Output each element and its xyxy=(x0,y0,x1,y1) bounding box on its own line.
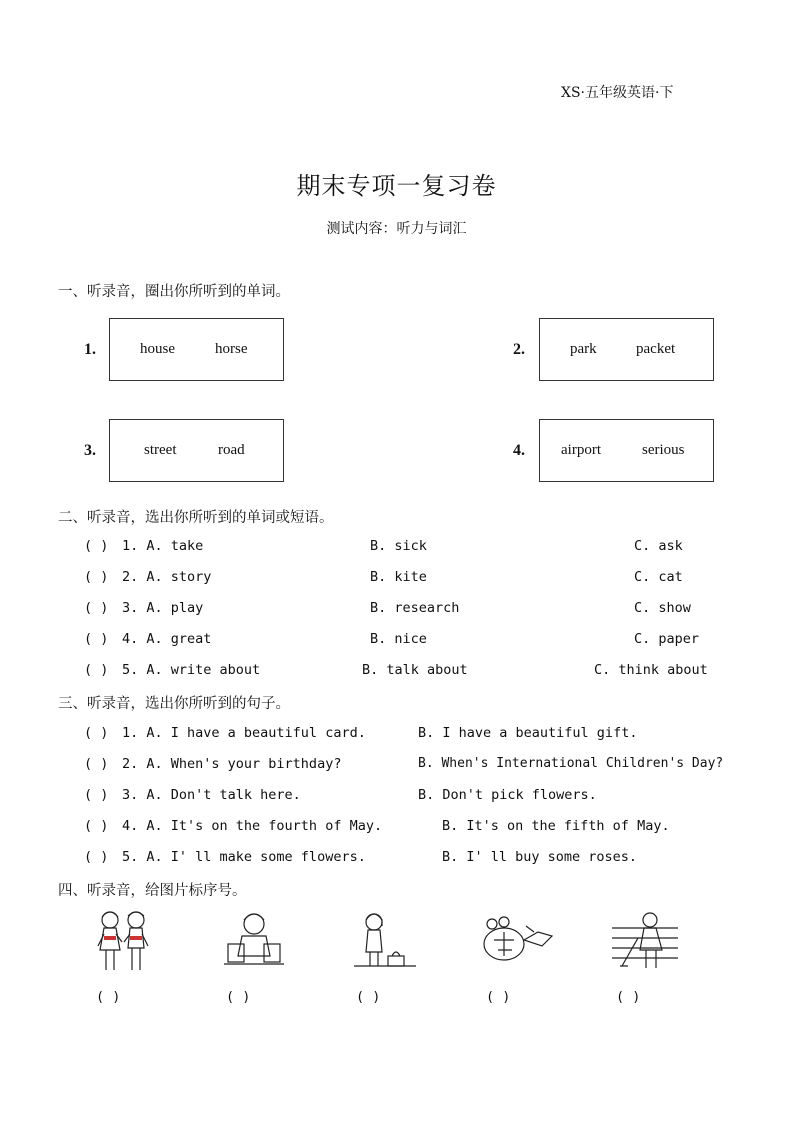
option-a: 4. A. great xyxy=(122,631,212,647)
girl-sweeping-floor-icon xyxy=(610,908,682,974)
sentence-b: B. I have a beautiful gift. xyxy=(418,725,638,741)
section4-heading: 四、听录音，给图片标序号。 xyxy=(58,883,247,899)
sentence-a: 4. A. It's on the fourth of May. xyxy=(122,818,383,834)
option-a: 1. A. take xyxy=(122,538,204,554)
word-choice-box xyxy=(539,318,714,381)
word-choice-box xyxy=(539,419,714,482)
boy-reading-book-icon xyxy=(222,910,286,972)
word-option[interactable]: road xyxy=(218,442,245,458)
option-c: C. paper xyxy=(634,631,700,647)
answer-blank[interactable]: ( ) xyxy=(84,849,109,865)
option-a: 3. A. play xyxy=(122,600,204,616)
option-c: C. show xyxy=(634,600,691,616)
sentence-a: 2. A. When's your birthday? xyxy=(122,756,342,772)
option-b: B. talk about xyxy=(362,662,468,678)
sentence-b: B. I' ll buy some roses. xyxy=(442,849,638,865)
answer-blank[interactable]: ( ) xyxy=(84,662,109,678)
word-option[interactable]: park xyxy=(570,341,597,357)
option-b: B. sick xyxy=(370,538,427,554)
item-number: 4. xyxy=(513,442,525,459)
sentence-a: 1. A. I have a beautiful card. xyxy=(122,725,366,741)
option-c: C. think about xyxy=(594,662,708,678)
girl-at-table-icon xyxy=(352,908,418,974)
sentence-a: 5. A. I' ll make some flowers. xyxy=(122,849,366,865)
answer-blank[interactable]: ( ) xyxy=(84,631,109,647)
option-a: 2. A. story xyxy=(122,569,212,585)
option-c: C. cat xyxy=(634,569,683,585)
answer-blank[interactable]: ( ) xyxy=(96,989,121,1005)
header-tag: XS·五年级英语·下 xyxy=(561,85,674,101)
option-a: 5. A. write about xyxy=(122,662,261,678)
two-children-talking-icon xyxy=(92,906,154,978)
word-option[interactable]: house xyxy=(140,341,175,357)
sentence-a: 3. A. Don't talk here. xyxy=(122,787,301,803)
word-option[interactable]: serious xyxy=(642,442,685,458)
answer-blank[interactable]: ( ) xyxy=(84,538,109,554)
word-option[interactable]: horse xyxy=(215,341,248,357)
item-number: 3. xyxy=(84,442,96,459)
answer-blank[interactable]: ( ) xyxy=(486,989,511,1005)
word-option[interactable]: packet xyxy=(636,341,676,357)
page-title: 期末专项一复习卷 xyxy=(296,172,497,200)
sentence-b: B. It's on the fifth of May. xyxy=(442,818,670,834)
answer-blank[interactable]: ( ) xyxy=(616,989,641,1005)
answer-blank[interactable]: ( ) xyxy=(84,818,109,834)
answer-blank[interactable]: ( ) xyxy=(84,600,109,616)
answer-blank[interactable]: ( ) xyxy=(84,569,109,585)
word-option[interactable]: airport xyxy=(561,442,601,458)
section2-heading: 二、听录音，选出你所听到的单词或短语。 xyxy=(58,510,334,526)
word-option[interactable]: street xyxy=(144,442,177,458)
option-b: B. research xyxy=(370,600,460,616)
option-b: B. nice xyxy=(370,631,427,647)
answer-blank[interactable]: ( ) xyxy=(84,756,109,772)
option-c: C. ask xyxy=(634,538,683,554)
item-number: 1. xyxy=(84,341,96,358)
item-number: 2. xyxy=(513,341,525,358)
word-choice-box xyxy=(109,318,284,381)
hand-drawing-turtle-icon xyxy=(478,910,558,974)
answer-blank[interactable]: ( ) xyxy=(84,787,109,803)
answer-blank[interactable]: ( ) xyxy=(226,989,251,1005)
sentence-b: B. Don't pick flowers. xyxy=(418,787,597,803)
sentence-b: B. When's International Children's Day? xyxy=(418,756,724,771)
word-choice-box xyxy=(109,419,284,482)
answer-blank[interactable]: ( ) xyxy=(84,725,109,741)
section3-heading: 三、听录音，选出你所听到的句子。 xyxy=(58,696,290,712)
section1-heading: 一、听录音，圈出你所听到的单词。 xyxy=(58,284,290,300)
option-b: B. kite xyxy=(370,569,427,585)
answer-blank[interactable]: ( ) xyxy=(356,989,381,1005)
page-subtitle: 测试内容：听力与词汇 xyxy=(326,221,467,237)
